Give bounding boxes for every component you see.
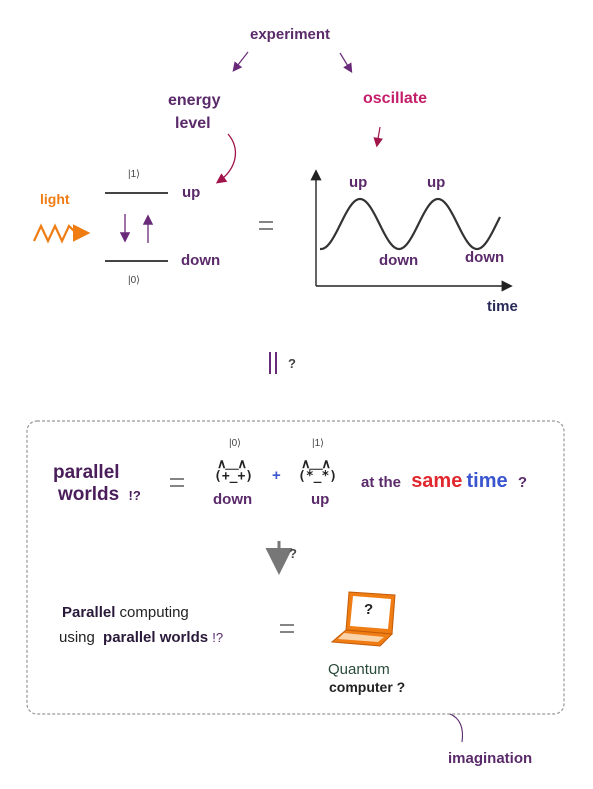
at-the-text: at the (361, 474, 402, 491)
imagination-pointer (450, 714, 463, 742)
parallel-computing-rest: computing (119, 604, 189, 621)
arrow-energy-level-to-up (218, 134, 235, 182)
parallel-computing-line (62, 604, 189, 621)
same-text: same (411, 470, 463, 492)
using-suffix: !? (212, 630, 224, 645)
imagination-label: imagination (448, 750, 533, 767)
ket-one-top: |1⟩ (128, 169, 141, 180)
wave-down-label-1: down (379, 252, 419, 269)
arrow-question: ? (289, 546, 297, 561)
arrow-to-oscillate (340, 53, 351, 71)
parallel-worlds-line2 (58, 484, 141, 506)
quantum-label: Quantum (328, 661, 390, 678)
using-parallel-worlds-bold: parallel worlds (103, 629, 209, 646)
same-time-question: ? (517, 474, 527, 491)
using-text: using (59, 629, 95, 646)
computer-label: computer ? (329, 679, 406, 695)
parallel-computing-bold: Parallel (62, 604, 116, 621)
label-experiment: experiment (250, 26, 331, 43)
ket-zero-box: |0⟩ (229, 438, 242, 449)
parallel-worlds-line1: parallel (53, 462, 120, 483)
cat-zero-face: (+_+) (214, 469, 254, 484)
arrow-to-energy-level (234, 52, 248, 70)
arrow-oscillate-to-graph (377, 127, 380, 145)
label-level-down: down (181, 252, 221, 269)
ket-one-box: |1⟩ (312, 438, 325, 449)
oscillation-wave (320, 199, 500, 249)
using-parallel-worlds-line (59, 629, 223, 646)
equivalence-question: ? (288, 356, 296, 371)
wave-axis-label-time: time (487, 298, 518, 315)
light-wave-icon (34, 226, 86, 241)
label-level-up: up (182, 184, 201, 201)
cat-one-face: (*_*) (298, 469, 338, 484)
parallel-worlds-suffix: !? (128, 488, 141, 503)
label-energy-line2: level (175, 115, 211, 132)
cat-one-ears: ∧＿∧ (301, 456, 331, 471)
wave-up-label-2: up (427, 174, 446, 191)
time-text: time (466, 470, 508, 492)
wave-up-label-1: up (349, 174, 368, 191)
cat-zero-ears: ∧＿∧ (217, 456, 247, 471)
laptop-question: ? (364, 601, 374, 618)
ket-zero-top: |0⟩ (128, 275, 141, 286)
wave-down-label-2: down (465, 249, 505, 266)
label-light: light (40, 191, 70, 207)
label-energy-line1: energy (168, 92, 221, 109)
cat-down-label: down (213, 491, 253, 508)
at-the-same-time (361, 470, 527, 493)
cat-up-label: up (311, 491, 330, 508)
cat-plus: + (272, 467, 281, 484)
parallel-worlds-word: worlds (58, 484, 120, 505)
label-oscillate: oscillate (363, 90, 428, 107)
